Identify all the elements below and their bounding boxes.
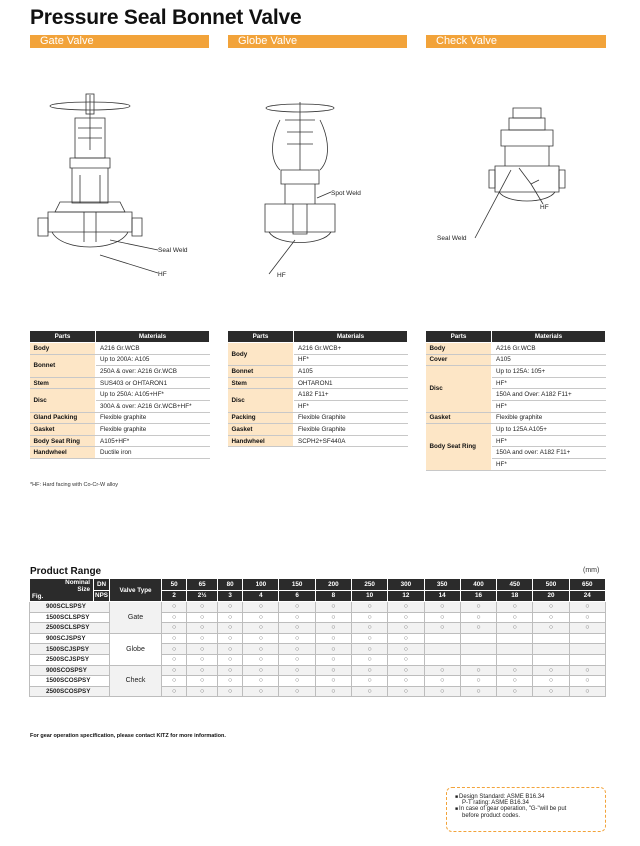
availability-empty	[460, 633, 496, 644]
pr-fig-code: 900SCJSPSY	[30, 633, 110, 644]
availability-circle	[187, 654, 218, 665]
pr-nps-cell: 8	[315, 590, 351, 602]
globe-hf-label: HF	[277, 272, 286, 279]
pr-nps-cell: 12	[388, 590, 424, 602]
pr-header-nominal: Nominal	[65, 579, 90, 586]
availability-circle	[315, 654, 351, 665]
table-header-row	[426, 331, 606, 343]
part-name: Gasket	[228, 424, 294, 436]
table-row	[228, 435, 408, 447]
availability-circle	[243, 654, 279, 665]
table-row	[30, 633, 606, 644]
table-row	[30, 447, 210, 459]
material-value: Up to 200A: A105	[96, 354, 210, 366]
part-name: Stem	[30, 377, 96, 389]
part-name: Disc	[426, 366, 492, 412]
availability-circle	[243, 633, 279, 644]
availability-empty	[497, 654, 533, 665]
pr-nps-cell: 6	[279, 590, 315, 602]
availability-circle	[217, 676, 242, 687]
material-value: A105	[294, 366, 408, 378]
availability-empty	[497, 644, 533, 655]
part-name: Body Seat Ring	[426, 424, 492, 470]
availability-circle	[315, 623, 351, 634]
pr-header-nps: NPS	[94, 590, 110, 602]
product-range-unit: (mm)	[583, 567, 600, 574]
pr-header-fig: Fig.	[32, 593, 44, 600]
availability-circle	[279, 633, 315, 644]
availability-circle	[352, 644, 388, 655]
check-hf-label: HF	[540, 204, 549, 211]
availability-circle	[187, 644, 218, 655]
availability-circle	[162, 612, 187, 623]
table-row	[228, 389, 408, 401]
material-value: Ductile iron	[96, 447, 210, 459]
material-value: Up to 125A: 105+	[492, 366, 606, 378]
availability-circle	[460, 623, 496, 634]
material-value: HF*	[492, 435, 606, 447]
material-value: Flexible graphite	[96, 412, 210, 424]
table-header-row	[228, 331, 408, 343]
availability-circle	[243, 676, 279, 687]
table-row	[30, 435, 210, 447]
info-gear-note-cont: before product codes.	[462, 812, 521, 819]
gate-seal-weld-label: Seal Weld	[158, 247, 188, 254]
availability-circle	[217, 623, 242, 634]
availability-empty	[569, 633, 605, 644]
material-value: Flexible Graphite	[294, 412, 408, 424]
availability-circle	[352, 665, 388, 676]
availability-circle	[569, 612, 605, 623]
part-name: Packing	[228, 412, 294, 424]
availability-circle	[460, 612, 496, 623]
pr-fig-code: 900SCOSPSY	[30, 665, 110, 676]
availability-circle	[315, 602, 351, 613]
part-name: Handwheel	[30, 447, 96, 459]
pr-header-dn: DN	[94, 579, 110, 591]
material-value: A105+HF*	[96, 435, 210, 447]
availability-circle	[162, 686, 187, 697]
table-row	[426, 424, 606, 436]
availability-empty	[533, 654, 569, 665]
availability-circle	[315, 686, 351, 697]
gate-valve-drawing	[30, 90, 210, 285]
material-value: Up to 125A A105+	[492, 424, 606, 436]
availability-circle	[315, 612, 351, 623]
pr-dn-350: 350	[424, 579, 460, 591]
part-name: Body	[426, 343, 492, 355]
pr-nps-cell: 2½	[187, 590, 218, 602]
availability-circle	[424, 665, 460, 676]
material-value: Flexible Graphite	[294, 424, 408, 436]
availability-circle	[533, 665, 569, 676]
pr-nps-cell: 20	[533, 590, 569, 602]
part-name: Disc	[228, 389, 294, 412]
material-value: HF*	[294, 354, 408, 366]
table-row	[228, 366, 408, 378]
header-materials: Materials	[96, 331, 210, 343]
availability-empty	[497, 633, 533, 644]
material-value: A216 Gr.WCB	[492, 343, 606, 355]
availability-empty	[460, 654, 496, 665]
availability-circle	[424, 623, 460, 634]
table-row	[30, 354, 210, 366]
availability-circle	[279, 644, 315, 655]
table-row	[30, 343, 210, 355]
pr-dn-400: 400	[460, 579, 496, 591]
table-row	[30, 389, 210, 401]
material-value: 250A & over: A216 Gr.WCB	[96, 366, 210, 378]
availability-circle	[497, 676, 533, 687]
pr-fig-code: 2500SCOSPSY	[30, 686, 110, 697]
pr-valve-type: Check	[110, 665, 162, 697]
availability-circle	[352, 633, 388, 644]
pr-nps-cell: 18	[497, 590, 533, 602]
table-row	[30, 424, 210, 436]
availability-circle	[243, 644, 279, 655]
availability-circle	[217, 665, 242, 676]
availability-circle	[352, 623, 388, 634]
availability-circle	[279, 686, 315, 697]
pr-nps-cell: 14	[424, 590, 460, 602]
availability-circle	[243, 665, 279, 676]
availability-empty	[533, 633, 569, 644]
pr-fig-code: 2500SCLSPSY	[30, 623, 110, 634]
material-value: A105	[492, 354, 606, 366]
material-value: Flexible graphite	[96, 424, 210, 436]
globe-spot-weld-label: Spot Weld	[331, 190, 361, 197]
gate-hf-note: *HF: Hard facing with Co-Cr-W alloy	[30, 482, 119, 488]
availability-circle	[315, 633, 351, 644]
availability-circle	[315, 676, 351, 687]
pr-dn-100: 100	[243, 579, 279, 591]
pr-dn-450: 450	[497, 579, 533, 591]
availability-circle	[388, 665, 424, 676]
part-name: Handwheel	[228, 435, 294, 447]
availability-circle	[497, 623, 533, 634]
material-value: A216 Gr.WCB	[96, 343, 210, 355]
table-row	[426, 366, 606, 378]
material-value: HF*	[492, 377, 606, 389]
availability-circle	[352, 612, 388, 623]
availability-circle	[187, 602, 218, 613]
availability-circle	[424, 676, 460, 687]
material-value: Flexible graphite	[492, 412, 606, 424]
pr-fig-code: 1500SCLSPSY	[30, 612, 110, 623]
availability-circle	[569, 602, 605, 613]
pr-nps-cell: 16	[460, 590, 496, 602]
availability-circle	[162, 602, 187, 613]
pr-valve-type: Globe	[110, 633, 162, 665]
availability-empty	[460, 644, 496, 655]
check-seal-weld-label: Seal Weld	[437, 235, 467, 242]
availability-circle	[352, 654, 388, 665]
material-value: 150A and over: A182 F11+	[492, 447, 606, 459]
availability-circle	[460, 665, 496, 676]
pr-fig-code: 1500SCOSPSY	[30, 676, 110, 687]
availability-empty	[569, 644, 605, 655]
part-name: Disc	[30, 389, 96, 412]
availability-circle	[388, 602, 424, 613]
table-row	[30, 665, 606, 676]
part-name: Cover	[426, 354, 492, 366]
header-parts: Parts	[228, 331, 294, 343]
product-range-table	[29, 578, 606, 697]
section-header-gate: Gate Valve	[30, 35, 209, 48]
pr-dn-150: 150	[279, 579, 315, 591]
pr-dn-200: 200	[315, 579, 351, 591]
info-design-standard: ■ Design Standard: ASME B16.34	[455, 794, 597, 800]
availability-circle	[569, 686, 605, 697]
table-row	[228, 377, 408, 389]
material-value: HF*	[294, 400, 408, 412]
material-value: 150A and Over: A182 F11+	[492, 389, 606, 401]
header-parts: Parts	[30, 331, 96, 343]
availability-empty	[569, 654, 605, 665]
availability-circle	[497, 665, 533, 676]
availability-circle	[162, 623, 187, 634]
availability-circle	[352, 602, 388, 613]
material-value: HF*	[492, 458, 606, 470]
availability-empty	[533, 644, 569, 655]
availability-circle	[388, 623, 424, 634]
globe-valve-drawing	[255, 100, 385, 280]
table-row	[228, 412, 408, 424]
availability-empty	[424, 644, 460, 655]
availability-circle	[162, 665, 187, 676]
availability-circle	[243, 602, 279, 613]
availability-circle	[243, 612, 279, 623]
availability-circle	[497, 602, 533, 613]
pr-dn-80: 80	[217, 579, 242, 591]
availability-circle	[279, 654, 315, 665]
part-name: Gasket	[30, 424, 96, 436]
availability-circle	[279, 665, 315, 676]
material-value: OHTARON1	[294, 377, 408, 389]
pr-header-fig-size	[30, 579, 94, 602]
pr-valve-type: Gate	[110, 602, 162, 634]
availability-circle	[217, 686, 242, 697]
availability-circle	[279, 623, 315, 634]
availability-circle	[217, 654, 242, 665]
availability-circle	[187, 676, 218, 687]
availability-circle	[162, 676, 187, 687]
part-name: Body Seat Ring	[30, 435, 96, 447]
pr-nps-cell: 10	[352, 590, 388, 602]
availability-circle	[388, 633, 424, 644]
availability-circle	[279, 602, 315, 613]
availability-circle	[187, 665, 218, 676]
pr-fig-code: 1500SCJSPSY	[30, 644, 110, 655]
material-value: Up to 250A: A105+HF*	[96, 389, 210, 401]
material-value: A182 F11+	[294, 389, 408, 401]
pr-dn-650: 650	[569, 579, 605, 591]
gate-materials-table	[29, 330, 210, 459]
availability-circle	[533, 686, 569, 697]
pr-dn-300: 300	[388, 579, 424, 591]
availability-circle	[388, 644, 424, 655]
availability-circle	[187, 612, 218, 623]
material-value: SCPH2+SF440A	[294, 435, 408, 447]
part-name: Stem	[228, 377, 294, 389]
part-name: Bonnet	[30, 354, 96, 377]
availability-circle	[217, 633, 242, 644]
availability-circle	[424, 686, 460, 697]
part-name: Gasket	[426, 412, 492, 424]
section-header-check: Check Valve	[426, 35, 606, 48]
availability-circle	[533, 602, 569, 613]
availability-circle	[162, 654, 187, 665]
gate-hf-label: HF	[158, 271, 167, 278]
availability-circle	[217, 602, 242, 613]
pr-header-valve-type: Valve Type	[110, 579, 162, 602]
availability-circle	[187, 633, 218, 644]
page-title: Pressure Seal Bonnet Valve	[30, 6, 302, 29]
pr-header-size: Size	[77, 586, 90, 593]
material-value: SUS403 or OHTARON1	[96, 377, 210, 389]
availability-circle	[497, 612, 533, 623]
part-name: Gland Packing	[30, 412, 96, 424]
availability-circle	[460, 602, 496, 613]
pr-dn-50: 50	[162, 579, 187, 591]
availability-circle	[569, 676, 605, 687]
availability-circle	[352, 686, 388, 697]
check-valve-drawing	[435, 100, 575, 245]
info-gear-note: ■ In case of gear operation, "G-"will be put	[455, 806, 597, 812]
availability-circle	[279, 676, 315, 687]
pr-header-dn-row	[30, 579, 606, 591]
part-name: Bonnet	[228, 366, 294, 378]
availability-circle	[243, 623, 279, 634]
availability-circle	[162, 633, 187, 644]
availability-circle	[243, 686, 279, 697]
availability-circle	[388, 654, 424, 665]
table-row	[426, 412, 606, 424]
table-row	[426, 343, 606, 355]
availability-circle	[424, 612, 460, 623]
table-row	[228, 343, 408, 355]
availability-circle	[315, 644, 351, 655]
availability-circle	[352, 676, 388, 687]
product-range-footnote: For gear operation specification, please contact KITZ for more information.	[30, 733, 226, 739]
availability-circle	[533, 612, 569, 623]
availability-circle	[569, 623, 605, 634]
table-row	[30, 602, 606, 613]
header-materials: Materials	[492, 331, 606, 343]
check-materials-table	[425, 330, 606, 471]
availability-circle	[315, 665, 351, 676]
material-value: HF*	[492, 400, 606, 412]
availability-circle	[533, 676, 569, 687]
section-header-globe: Globe Valve	[228, 35, 407, 48]
table-header-row	[30, 331, 210, 343]
pr-dn-500: 500	[533, 579, 569, 591]
material-value: 300A & over: A216 Gr.WCB+HF*	[96, 400, 210, 412]
material-value: A216 Gr.WCB+	[294, 343, 408, 355]
pr-nps-cell: 3	[217, 590, 242, 602]
availability-circle	[388, 686, 424, 697]
table-row	[228, 424, 408, 436]
pr-dn-65: 65	[187, 579, 218, 591]
pr-fig-code: 900SCLSPSY	[30, 602, 110, 613]
availability-circle	[217, 612, 242, 623]
availability-circle	[569, 665, 605, 676]
pr-fig-code: 2500SCJSPSY	[30, 654, 110, 665]
availability-circle	[162, 644, 187, 655]
part-name: Body	[30, 343, 96, 355]
availability-circle	[388, 676, 424, 687]
availability-circle	[388, 612, 424, 623]
table-row	[30, 377, 210, 389]
availability-circle	[424, 602, 460, 613]
table-row	[426, 354, 606, 366]
availability-circle	[279, 612, 315, 623]
availability-empty	[424, 633, 460, 644]
availability-circle	[497, 686, 533, 697]
availability-circle	[217, 644, 242, 655]
pr-dn-250: 250	[352, 579, 388, 591]
header-parts: Parts	[426, 331, 492, 343]
availability-circle	[187, 686, 218, 697]
info-pt-rating: P-T rating: ASME B16.34	[462, 800, 529, 807]
part-name: Body	[228, 343, 294, 366]
availability-circle	[460, 676, 496, 687]
availability-circle	[187, 623, 218, 634]
header-materials: Materials	[294, 331, 408, 343]
globe-materials-table	[227, 330, 408, 447]
table-row	[30, 412, 210, 424]
pr-nps-cell: 4	[243, 590, 279, 602]
pr-nps-cell: 2	[162, 590, 187, 602]
product-range-title: Product Range	[30, 566, 102, 577]
availability-empty	[424, 654, 460, 665]
standards-info-box	[446, 787, 606, 832]
availability-circle	[460, 686, 496, 697]
availability-circle	[533, 623, 569, 634]
pr-nps-cell: 24	[569, 590, 605, 602]
